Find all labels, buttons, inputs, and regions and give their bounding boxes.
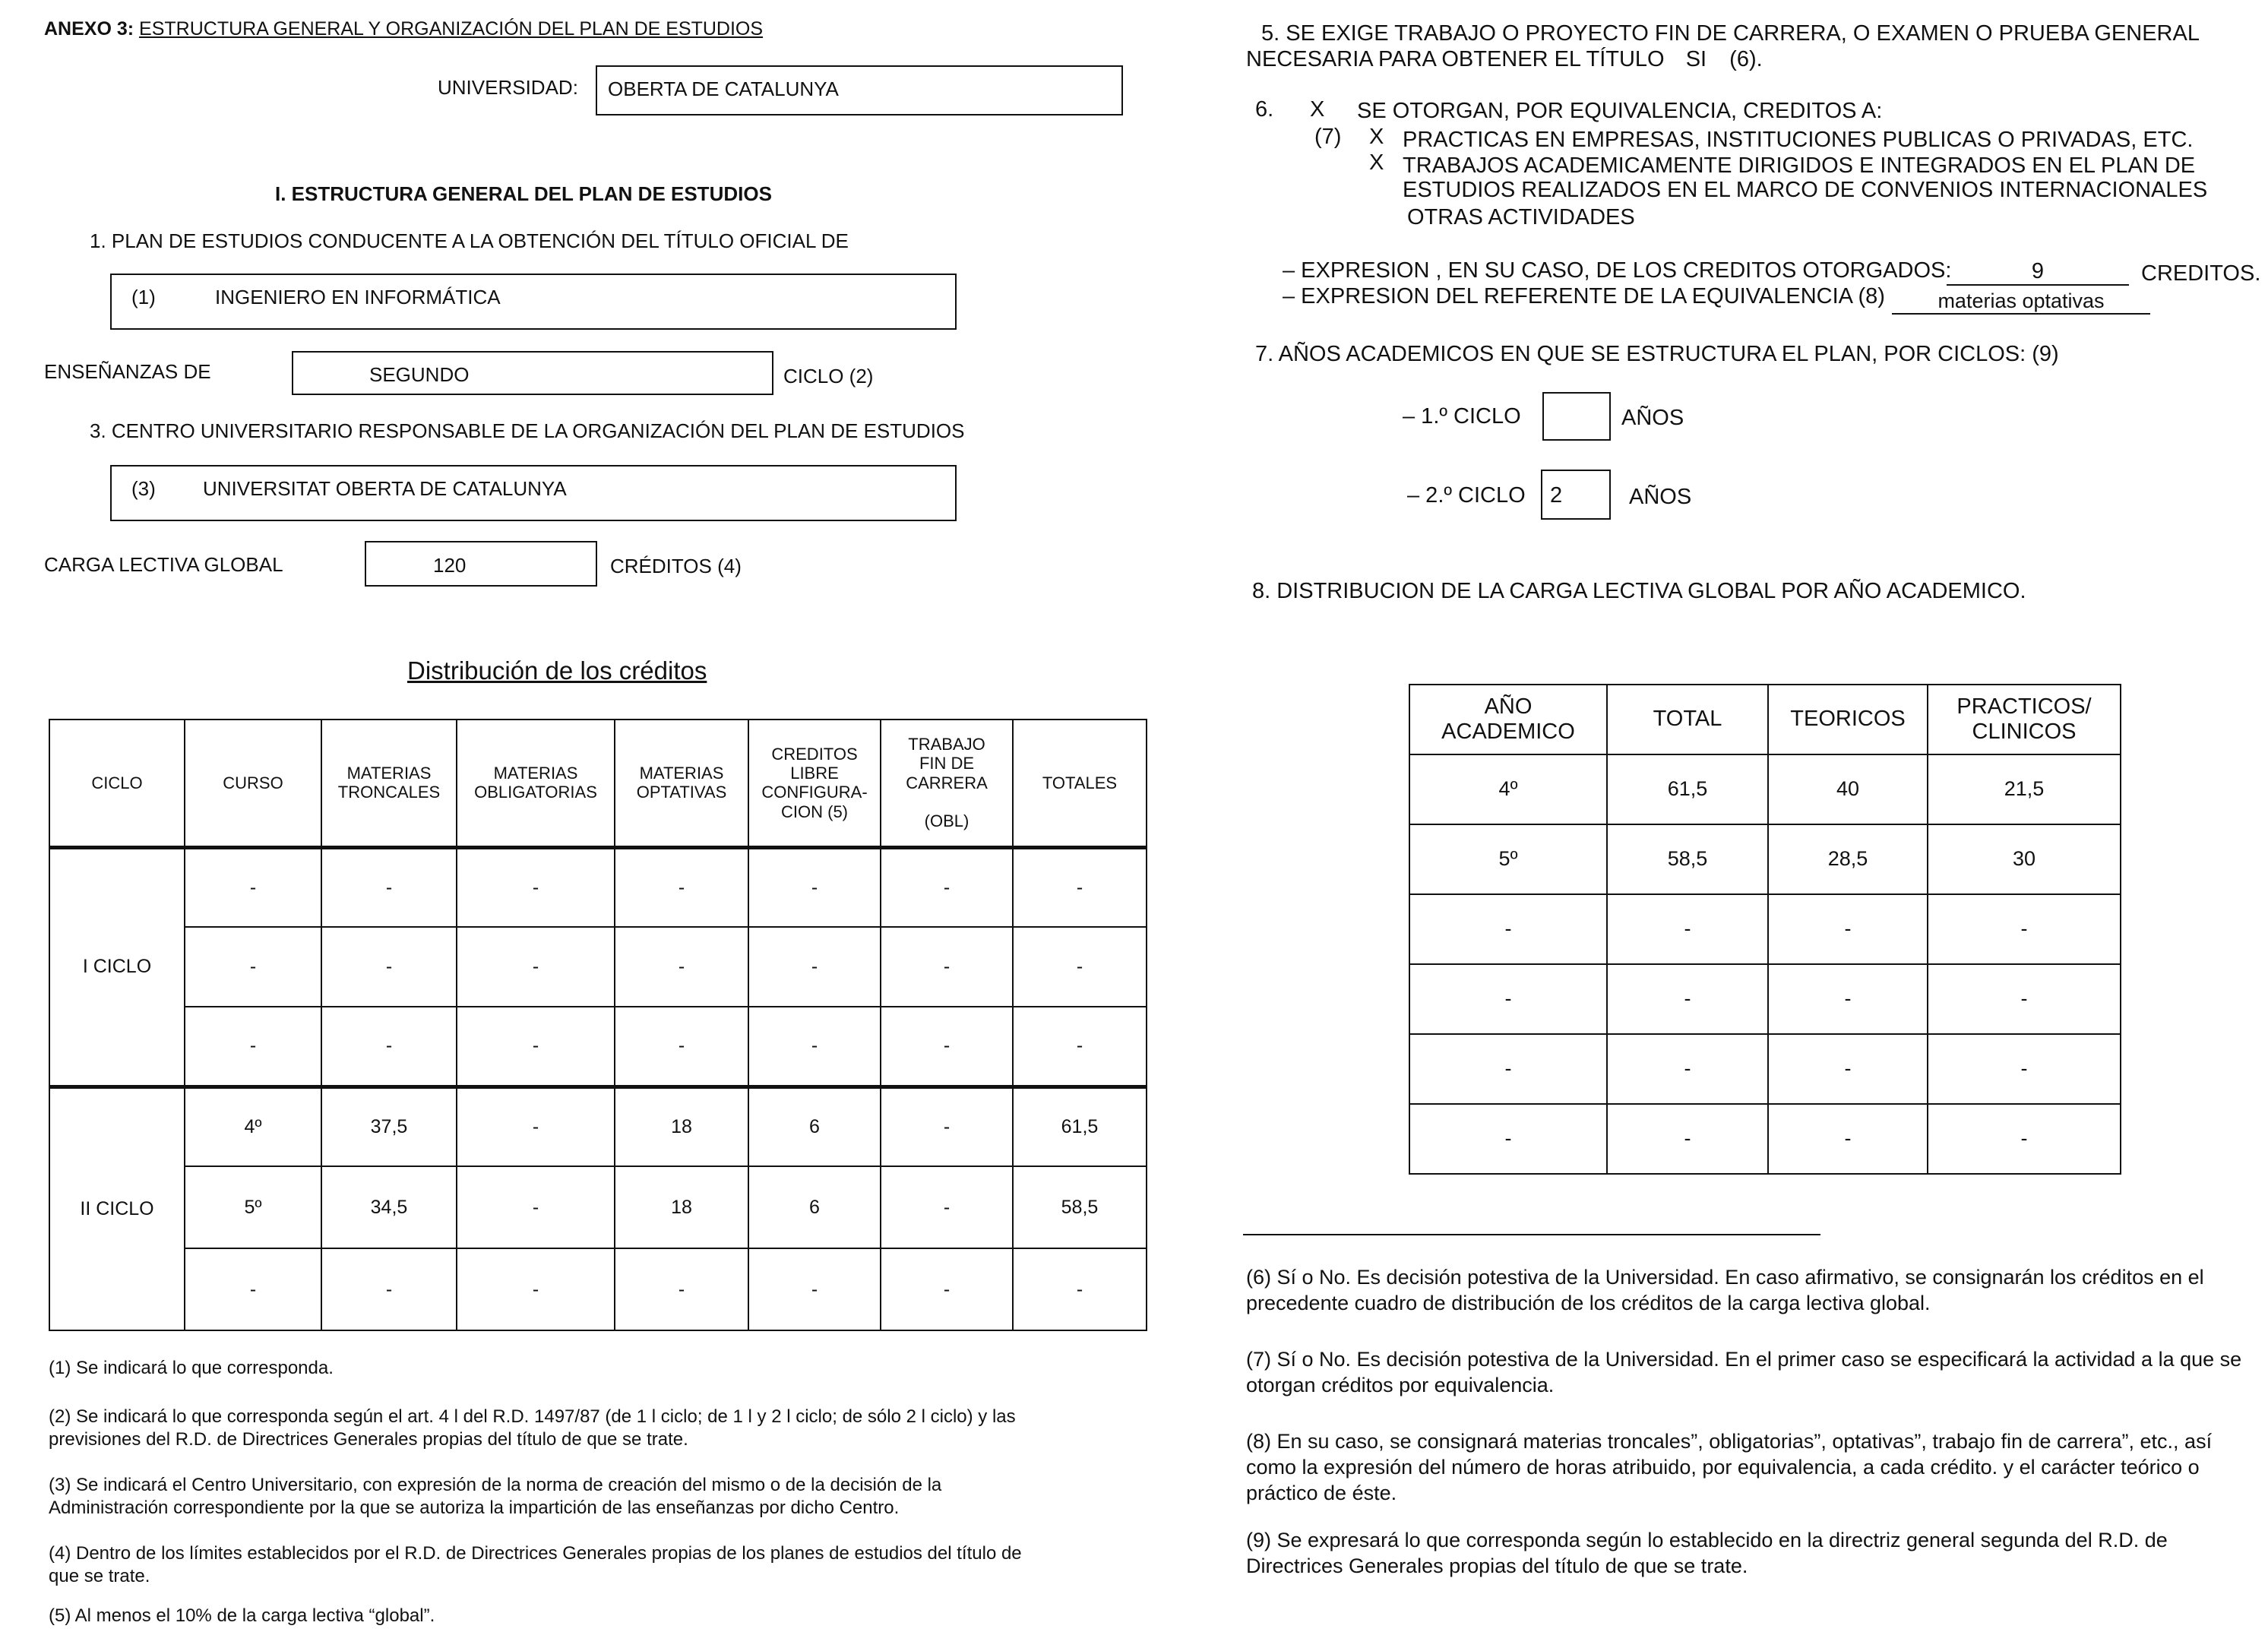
footnote-7: (7) Sí o No. Es decisión potestiva de la Universidad. En el primer caso se especificará la actividad a la que se otorgan créditos por equivalencia. <box>1246 1348 2242 1396</box>
table-row <box>1409 894 2121 964</box>
centro-field <box>110 465 957 521</box>
footnote-9: (9) Se expresará lo que corresponda según lo establecido en la directriz general segunda del R.D. de Directrices Generales propias del título de que se trate. <box>1246 1529 2168 1577</box>
header-obligatorias: MATERIAS OBLIGATORIAS <box>457 720 615 847</box>
option2-line1: TRABAJOS ACADEMICAMENTE DIRIGIDOS E INTEGRADOS EN EL PLAN DE <box>1403 153 2196 178</box>
item1-label: 1. PLAN DE ESTUDIOS CONDUCENTE A LA OBTENCIÓN DEL TÍTULO OFICIAL DE <box>90 229 849 252</box>
table-cell: - <box>1409 964 1607 1034</box>
title-field <box>110 274 957 330</box>
credits-distribution-table <box>49 719 1147 1331</box>
table-cell: 6 <box>748 1166 881 1248</box>
item5-line1: 5. SE EXIGE TRABAJO O PROYECTO FIN DE CARRERA, O EXAMEN O PRUEBA GENERAL <box>1261 21 2200 46</box>
header-curso: CURSO <box>185 720 321 847</box>
university-field <box>596 65 1123 115</box>
header-totales: TOTALES <box>1013 720 1147 847</box>
header-teoricos: TEORICOS <box>1768 685 1928 754</box>
ciclo2-value: 2 <box>1550 483 1563 508</box>
table-cell: - <box>185 1248 321 1330</box>
table-cell: 5º <box>185 1166 321 1248</box>
ciclo2-suffix: AÑOS <box>1629 485 1692 509</box>
table-cell: - <box>1768 1104 1928 1174</box>
option3-text: OTRAS ACTIVIDADES <box>1407 205 1635 229</box>
table-cell: - <box>748 1248 881 1330</box>
dist-header-row <box>49 720 1147 847</box>
expr1-label: – EXPRESION , EN SU CASO, DE LOS CREDITOS OTORGADOS: <box>1283 258 1952 283</box>
academic-year-table <box>1409 684 2121 1175</box>
footnote-divider <box>1243 1234 1820 1235</box>
item5-ref: (6). <box>1729 47 1763 71</box>
table-cell: - <box>881 847 1013 927</box>
table-cell: 18 <box>615 1166 748 1248</box>
footnote-4: (4) Dentro de los límites establecidos por el R.D. de Directrices Generales propias de los planes de estudios del título de que se trate. <box>49 1543 1022 1586</box>
ciclo1-label: – 1.º CICLO <box>1403 404 1521 429</box>
footnote-2: (2) Se indicará lo que corresponda según el art. 4 l del R.D. 1497/87 (de 1 l ciclo; de 1 l y 2 l ciclo; de sólo 2 l ciclo) y las previsiones del R.D. de Directrices Generales propias del título de que se trate. <box>49 1406 1016 1450</box>
table-cell: - <box>321 1007 457 1086</box>
header-ano-academico: AÑO ACADEMICO <box>1409 685 1607 754</box>
table-cell: - <box>881 927 1013 1007</box>
table-cell: - <box>1928 1034 2121 1104</box>
section-title: I. ESTRUCTURA GENERAL DEL PLAN DE ESTUDIOS <box>275 182 772 205</box>
table-cell: 30 <box>1928 824 2121 894</box>
ensenanzas-value: SEGUNDO <box>369 363 470 386</box>
table-cell: 28,5 <box>1768 824 1928 894</box>
ciclo1-field <box>1542 392 1611 441</box>
header-trabajo: TRABAJO FIN DE CARRERA (OBL) <box>881 720 1013 847</box>
item3-ref: (3) <box>131 477 156 500</box>
table-cell: 4º <box>185 1086 321 1166</box>
table-cell: - <box>1013 927 1147 1007</box>
dist-title: Distribución de los créditos <box>407 656 707 685</box>
item6-ref: (7) <box>1314 125 1342 149</box>
table-row <box>49 1166 1147 1248</box>
ciclo2-field <box>1541 470 1611 520</box>
item6-number: 6. <box>1255 97 1274 122</box>
table-cell: - <box>615 1007 748 1086</box>
ensenanzas-field <box>292 351 773 395</box>
footnote-6: (6) Sí o No. Es decisión potestiva de la Universidad. En caso afirmativo, se consignarán los créditos en el precedente cuadro de distribución de los créditos de la carga lectiva global. <box>1246 1266 2204 1314</box>
table-row <box>1409 1034 2121 1104</box>
table-cell: - <box>457 1086 615 1166</box>
table-cell: 34,5 <box>321 1166 457 1248</box>
ciclo-suffix: CICLO (2) <box>783 365 874 387</box>
item5-answer: SI <box>1685 47 1707 71</box>
table-cell: - <box>881 1007 1013 1086</box>
option1-text: PRACTICAS EN EMPRESAS, INSTITUCIONES PUBLICAS O PRIVADAS, ETC. <box>1403 128 2194 152</box>
ciclo2-label: – 2.º CICLO <box>1407 483 1526 508</box>
header-ciclo: CICLO <box>49 720 185 847</box>
table-cell: - <box>881 1086 1013 1166</box>
table-cell: - <box>1928 964 2121 1034</box>
table-cell: - <box>615 1248 748 1330</box>
table-cell: - <box>748 1007 881 1086</box>
header-troncales: MATERIAS TRONCALES <box>321 720 457 847</box>
table-cell: 18 <box>615 1086 748 1166</box>
item5-line2: NECESARIA PARA OBTENER EL TÍTULO SI (6). <box>1246 47 1763 71</box>
annex-heading <box>44 18 763 40</box>
expr2-value: materias optativas <box>1892 289 2150 315</box>
table-row <box>49 847 1147 927</box>
table-row <box>1409 1104 2121 1174</box>
ensenanzas-label: ENSEÑANZAS DE <box>44 360 211 383</box>
annex-prefix: ANEXO 3: <box>44 18 134 40</box>
option2-checkmark: X <box>1369 150 1384 175</box>
item6-checkmark: X <box>1310 97 1325 122</box>
group-label-ii-ciclo: II CICLO <box>49 1086 185 1330</box>
expr2-label: – EXPRESION DEL REFERENTE DE LA EQUIVALENCIA (8) <box>1283 284 1885 308</box>
expr1-value: 9 <box>1947 258 2129 286</box>
table-row <box>1409 824 2121 894</box>
option1-checkmark: X <box>1369 125 1384 149</box>
table-row <box>49 927 1147 1007</box>
table-cell: - <box>457 1166 615 1248</box>
carga-value: 120 <box>433 554 467 577</box>
table-cell: 21,5 <box>1928 754 2121 824</box>
ciclo1-suffix: AÑOS <box>1621 406 1684 430</box>
table-cell: - <box>615 847 748 927</box>
table-cell: - <box>1928 1104 2121 1174</box>
table-cell: 5º <box>1409 824 1607 894</box>
header-total: TOTAL <box>1607 685 1768 754</box>
table-cell: - <box>1013 847 1147 927</box>
table-row <box>1409 754 2121 824</box>
table-cell: - <box>748 927 881 1007</box>
footnote-1: (1) Se indicará lo que corresponda. <box>49 1358 334 1378</box>
table-cell: - <box>615 927 748 1007</box>
table-row <box>49 1248 1147 1330</box>
table-cell: - <box>1768 964 1928 1034</box>
carga-suffix: CRÉDITOS (4) <box>610 555 742 577</box>
item3-label: 3. CENTRO UNIVERSITARIO RESPONSABLE DE LA ORGANIZACIÓN DEL PLAN DE ESTUDIOS <box>90 419 965 442</box>
item1-value: INGENIERO EN INFORMÁTICA <box>215 286 501 308</box>
table-cell: - <box>1768 894 1928 964</box>
university-label: UNIVERSIDAD: <box>438 76 578 99</box>
item6-text: SE OTORGAN, POR EQUIVALENCIA, CREDITOS A: <box>1357 99 1883 123</box>
table-cell: - <box>457 1248 615 1330</box>
footnote-8: (8) En su caso, se consignará materias troncales”, obligatorias”, optativas”, trabajo fin de carrera”, etc., así como la expresión del número de horas atribuido, por equivalencia, a cada crédito. y el carácter teórico o práctico de éste. <box>1246 1430 2213 1504</box>
table-cell: 61,5 <box>1013 1086 1147 1166</box>
table-row <box>49 1086 1147 1166</box>
table-cell: 61,5 <box>1607 754 1768 824</box>
item3-value: UNIVERSITAT OBERTA DE CATALUNYA <box>203 477 567 500</box>
carga-field <box>365 541 597 587</box>
table-cell: 6 <box>748 1086 881 1166</box>
table-row <box>49 1007 1147 1086</box>
table-cell: - <box>1768 1034 1928 1104</box>
annex-title: ESTRUCTURA GENERAL Y ORGANIZACIÓN DEL PLAN DE ESTUDIOS <box>139 18 764 40</box>
table-cell: 4º <box>1409 754 1607 824</box>
header-libre: CREDITOS LIBRE CONFIGURA- CION (5) <box>748 720 881 847</box>
table-cell: - <box>881 1248 1013 1330</box>
table-cell: - <box>1607 1104 1768 1174</box>
table-cell: - <box>1409 1104 1607 1174</box>
table-row <box>1409 964 2121 1034</box>
table-cell: - <box>457 927 615 1007</box>
table-cell: - <box>185 1007 321 1086</box>
university-value: OBERTA DE CATALUNYA <box>608 77 839 100</box>
table-cell: - <box>1409 894 1607 964</box>
footnote-5: (5) Al menos el 10% de la carga lectiva “global”. <box>49 1605 435 1626</box>
table-cell: - <box>1607 894 1768 964</box>
table-cell: - <box>185 927 321 1007</box>
table-cell: - <box>1928 894 2121 964</box>
table-cell: - <box>1607 1034 1768 1104</box>
table-cell: - <box>748 847 881 927</box>
table-cell: - <box>457 1007 615 1086</box>
table-cell: - <box>1013 1248 1147 1330</box>
item1-ref: (1) <box>131 286 156 308</box>
footnote-3: (3) Se indicará el Centro Universitario, con expresión de la norma de creación del mismo o de la decisión de la Administración correspondiente por la que se autoriza la impartición de las enseñanzas por dicho Centro. <box>49 1475 942 1518</box>
table-cell: 37,5 <box>321 1086 457 1166</box>
table-cell: - <box>881 1166 1013 1248</box>
table-cell: - <box>1607 964 1768 1034</box>
table-cell: - <box>321 847 457 927</box>
option2-line2: ESTUDIOS REALIZADOS EN EL MARCO DE CONVENIOS INTERNACIONALES <box>1403 178 2208 202</box>
table-cell: - <box>457 847 615 927</box>
carga-label: CARGA LECTIVA GLOBAL <box>44 553 283 576</box>
table-cell: - <box>1013 1007 1147 1086</box>
acad-header-row <box>1409 685 2121 754</box>
header-optativas: MATERIAS OPTATIVAS <box>615 720 748 847</box>
table-cell: - <box>185 847 321 927</box>
table-cell: 40 <box>1768 754 1928 824</box>
table-cell: - <box>321 1248 457 1330</box>
header-practicos: PRACTICOS/ CLINICOS <box>1928 685 2121 754</box>
table-cell: 58,5 <box>1607 824 1768 894</box>
table-cell: 58,5 <box>1013 1166 1147 1248</box>
table-cell: - <box>321 927 457 1007</box>
expr1-suffix: CREDITOS. <box>2141 261 2261 286</box>
group-label-i-ciclo: I CICLO <box>49 847 185 1086</box>
item7-label: 7. AÑOS ACADEMICOS EN QUE SE ESTRUCTURA EL PLAN, POR CICLOS: (9) <box>1255 342 2059 366</box>
table-cell: - <box>1409 1034 1607 1104</box>
item8-label: 8. DISTRIBUCION DE LA CARGA LECTIVA GLOBAL POR AÑO ACADEMICO. <box>1252 579 2026 603</box>
